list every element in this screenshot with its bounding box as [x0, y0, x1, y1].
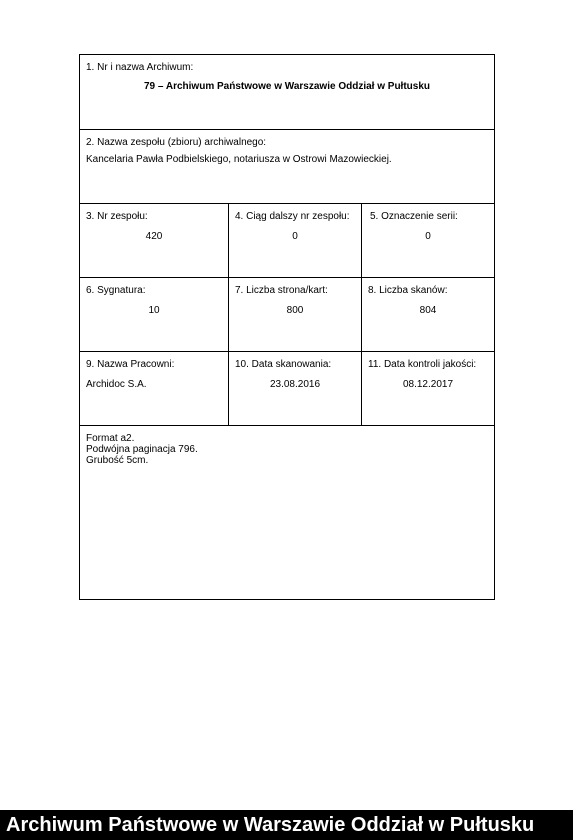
continuation-cell — [228, 204, 361, 277]
fonds-number-value: 420 — [145, 231, 163, 242]
notes-line: Podwójna paginacja 796. — [86, 444, 198, 455]
signature-value: 10 — [148, 305, 160, 316]
qc-date-value: 08.12.2017 — [402, 379, 454, 390]
signature-label: 6. Sygnatura: — [86, 285, 146, 296]
pages-label: 7. Liczba strona/kart: — [235, 285, 328, 296]
fonds-number-row — [80, 204, 494, 278]
scans-label: 8. Liczba skanów: — [368, 285, 448, 296]
metadata-form — [79, 54, 495, 600]
fonds-name-row — [80, 130, 494, 204]
scans-value: 804 — [419, 305, 437, 316]
fonds-number-label: 3. Nr zespołu: — [86, 211, 148, 222]
notes-cell — [80, 426, 494, 599]
pages-value: 800 — [286, 305, 304, 316]
notes-text — [86, 433, 198, 466]
signature-row — [80, 278, 494, 352]
fonds-name-value: Kancelaria Pawła Podbielskiego, notariusza w Ostrowi Mazowieckiej. — [86, 154, 392, 165]
workshop-row — [80, 352, 494, 426]
series-cell — [361, 204, 494, 277]
fonds-name-label: 2. Nazwa zespołu (zbioru) archiwalnego: — [86, 137, 267, 148]
scans-cell — [361, 278, 494, 351]
workshop-value: Archidoc S.A. — [86, 379, 147, 390]
notes-line: Grubość 5cm. — [86, 455, 149, 466]
workshop-cell — [80, 352, 228, 425]
archive-footer-banner: Archiwum Państwowe w Warszawie Oddział w Pułtusku — [0, 810, 573, 840]
workshop-label: 9. Nazwa Pracowni: — [86, 359, 175, 370]
scan-date-value: 23.08.2016 — [269, 379, 321, 390]
fonds-name-cell — [80, 130, 494, 203]
qc-date-label: 11. Data kontroli jakości: — [368, 359, 477, 370]
scan-date-label: 10. Data skanowania: — [235, 359, 332, 370]
notes-line: Format a2. — [86, 433, 135, 444]
notes-row — [80, 426, 494, 599]
pages-cell — [228, 278, 361, 351]
archive-row — [80, 55, 494, 130]
series-label: 5. Oznaczenie serii: — [370, 211, 458, 222]
archive-value: 79 – Archiwum Państwowe w Warszawie Oddział w Pułtusku — [144, 81, 430, 92]
series-value: 0 — [425, 231, 431, 242]
archive-cell — [80, 55, 494, 129]
archive-label: 1. Nr i nazwa Archiwum: — [86, 62, 194, 73]
continuation-value: 0 — [292, 231, 298, 242]
fonds-number-cell — [80, 204, 228, 277]
continuation-label: 4. Ciąg dalszy nr zespołu: — [235, 211, 350, 222]
signature-cell — [80, 278, 228, 351]
scan-date-cell — [228, 352, 361, 425]
qc-date-cell — [361, 352, 494, 425]
